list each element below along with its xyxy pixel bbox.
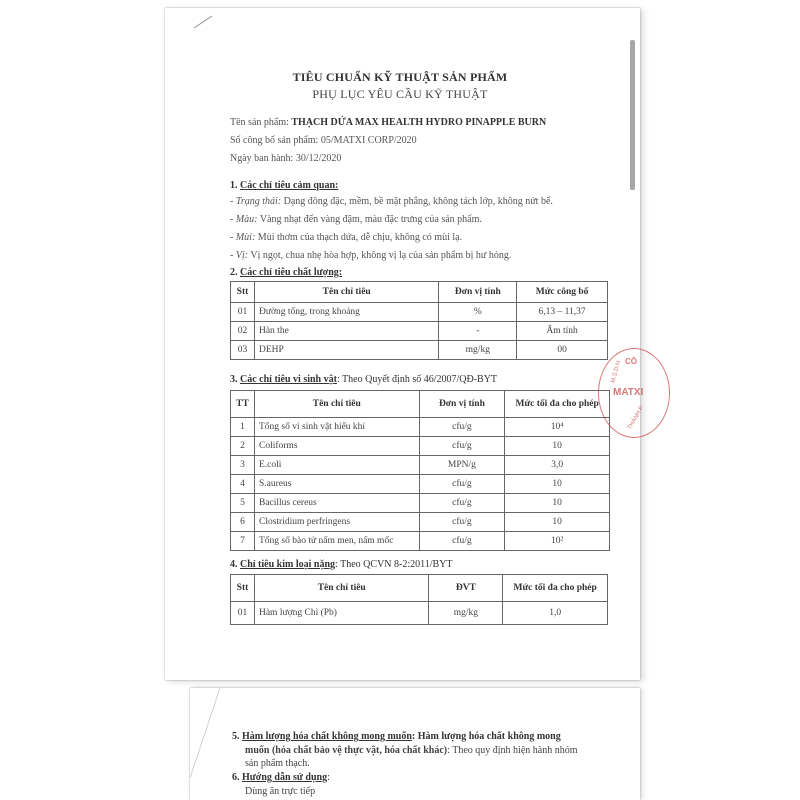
product-code-label: Số công bố sản phẩm: [230,135,319,146]
product-name-line [230,117,546,128]
table-header: TT [231,391,255,418]
table-row [231,602,608,625]
section-4-title: Chỉ tiêu kim loại nặng [240,559,336,570]
section-4-heading [230,559,453,570]
table-header: Đơn vị tính [439,282,517,303]
table-cell: Bacillus cereus [254,494,419,513]
sensory-item-text: Mùi thơm của thạch dứa, dễ chịu, không có mùi lạ. [257,232,463,243]
section-2-heading [230,267,342,278]
table-header: Tên chỉ tiêu [254,575,428,602]
section-2-title: Các chỉ tiêu chất lượng: [240,267,343,278]
table-header-row [231,575,608,602]
table-header-row [231,391,610,418]
table-cell: Coliforms [254,437,419,456]
sensory-item-label: Màu: [235,214,258,225]
section-6-title: Hướng dẫn sử dụng [242,772,328,783]
stamp-text: MATXI [613,387,644,398]
sensory-item-label: Mùi: [235,232,256,243]
section-5-line1: : Hàm lượng hóa chất không mong [411,731,561,742]
table-cell: 10 [505,475,610,494]
document-page-2 [190,688,640,800]
sensory-item-label: Trạng thái: [235,196,282,207]
table-row [231,341,608,360]
table-header-row [231,282,608,303]
pen-mark [190,12,220,32]
table-cell: 01 [231,602,255,625]
table-cell: 10⁴ [505,418,610,437]
section-3-title: Các chỉ tiêu vi sinh vật [240,374,337,385]
table-cell: Đường tổng, trong khoảng [254,303,438,322]
section-5-title: Hàm lượng hóa chất không mong muốn [242,731,412,742]
scrollbar[interactable] [630,40,635,190]
section-1-heading [230,180,338,191]
product-code-line [230,135,417,146]
table-row [231,494,610,513]
page-fold-line [190,688,250,800]
document-title: TIÊU CHUẨN KỸ THUẬT SẢN PHẨM [292,70,508,84]
section-6-line1: Dùng ăn trực tiếp [245,786,316,797]
table-cell: 4 [231,475,255,494]
table-cell: S.aureus [254,475,419,494]
table-cell: MPN/g [419,456,505,475]
table-cell: 2 [231,437,255,456]
table-header: Mức tối đa cho phép [503,575,608,602]
table-cell: 3,0 [505,456,610,475]
sensory-item-text: Dạng đông đặc, mềm, bề mặt phẳng, không tách lớp, không nứt bể. [283,196,553,207]
table-row [231,322,608,341]
table-cell: 01 [231,303,255,322]
table-cell: Hàm lượng Chì (Pb) [254,602,428,625]
table-header: Tên chỉ tiêu [254,282,438,303]
section-4-note: : Theo QCVN 8-2:2011/BYT [335,559,453,570]
section-4-number: 4. [230,559,238,570]
sensory-item: - Mùi: Mùi thơm của thạch dứa, dễ chịu, không có mùi lạ. [230,232,463,243]
table-cell: cfu/g [419,513,505,532]
section-5-line3: sản phẩm thạch. [245,758,310,769]
table-row [231,456,610,475]
table-row [231,475,610,494]
heavy-metal-table [230,574,608,625]
table-row [231,513,610,532]
section-6-number: 6. [232,772,240,783]
section-5-line2-rest: : Theo quy định hiện hành nhóm [447,745,578,756]
section-3-number: 3. [230,374,238,385]
sensory-item-label: Vị: [235,250,249,261]
sensory-item-text: Vị ngọt, chua nhẹ hòa hợp, không vị lạ của sản phẩm bị hư hỏng. [250,250,512,261]
table-header: ĐVT [429,575,503,602]
table-cell: cfu/g [419,532,505,551]
sensory-item: - Trạng thái: Dạng đông đặc, mềm, bề mặt phẳng, không tách lớp, không nứt bể. [230,196,553,207]
table-cell: cfu/g [419,418,505,437]
section-6-heading [232,772,330,783]
table-cell: 02 [231,322,255,341]
document-subtitle: PHỤ LỤC YÊU CẦU KỸ THUẬT [312,87,488,101]
company-stamp [598,348,670,438]
table-cell: 7 [231,532,255,551]
section-3-note: : Theo Quyết định số 46/2007/QĐ-BYT [336,374,498,385]
microbiology-table [230,390,610,551]
table-row [231,303,608,322]
table-cell: % [439,303,517,322]
table-row [231,437,610,456]
table-cell: 5 [231,494,255,513]
section-6-colon: : [327,772,330,783]
table-row [231,532,610,551]
sensory-item-text: Vàng nhạt đến vàng đậm, màu đặc trưng của sản phẩm. [259,214,482,225]
table-cell: 10 [505,513,610,532]
table-header: Stt [231,282,255,303]
issue-date: 30/12/2020 [295,153,342,164]
table-row [231,418,610,437]
stamp-text: CÔ [625,357,637,366]
table-header: Mức công bố [517,282,608,303]
table-cell: 3 [231,456,255,475]
table-cell: Clostridium perfringens [254,513,419,532]
product-code: 05/MATXI CORP/2020 [320,135,417,146]
section-1-title: Các chỉ tiêu cảm quan: [240,180,339,191]
stamp-text: THÀNH P [626,405,646,431]
section-5-number: 5. [232,731,240,742]
sensory-item: - Vị: Vị ngọt, chua nhẹ hòa hợp, không vị lạ của sản phẩm bị hư hỏng. [230,250,512,261]
table-cell: Âm tính [517,322,608,341]
product-name-label: Tên sản phẩm: [230,117,289,128]
section-1-number: 1. [230,180,238,191]
table-cell: 03 [231,341,255,360]
table-cell: 6,13 – 11,37 [517,303,608,322]
table-cell: DEHP [254,341,438,360]
table-cell: Tổng số vi sinh vật hiếu khí [254,418,419,437]
section-5-line2 [245,745,577,756]
table-cell: 10 [505,437,610,456]
sensory-item: - Màu: Vàng nhạt đến vàng đậm, màu đặc trưng của sản phẩm. [230,214,482,225]
table-header: Tên chỉ tiêu [254,391,419,418]
section-3-heading [230,374,497,385]
table-cell: cfu/g [419,494,505,513]
issue-date-label: Ngày ban hành: [230,153,294,164]
stamp-text: M.S.D.N [610,360,623,384]
page-2-cutoff [318,784,408,800]
table-header: Mức tối đa cho phép [505,391,610,418]
table-cell: Hàn the [254,322,438,341]
table-cell: E.coli [254,456,419,475]
product-name: THẠCH DỨA MAX HEALTH HYDRO PINAPPLE BURN [291,117,547,128]
table-cell: Tổng số bào tử nấm men, nấm mốc [254,532,419,551]
table-cell: mg/kg [439,341,517,360]
table-cell: - [439,322,517,341]
section-5-line2-bold: muốn (hóa chất bảo vệ thực vật, hóa chất khác) [245,745,448,756]
section-2-number: 2. [230,267,238,278]
table-cell: mg/kg [429,602,503,625]
issue-date-line [230,153,341,164]
table-cell: 1,0 [503,602,608,625]
section-5-heading [232,731,561,742]
table-cell: 00 [517,341,608,360]
table-cell: 10² [505,532,610,551]
table-header: Đơn vị tính [419,391,505,418]
quality-table [230,281,608,360]
table-cell: 10 [505,494,610,513]
table-cell: cfu/g [419,475,505,494]
table-cell: 1 [231,418,255,437]
table-cell: 6 [231,513,255,532]
table-cell: cfu/g [419,437,505,456]
table-header: Stt [231,575,255,602]
